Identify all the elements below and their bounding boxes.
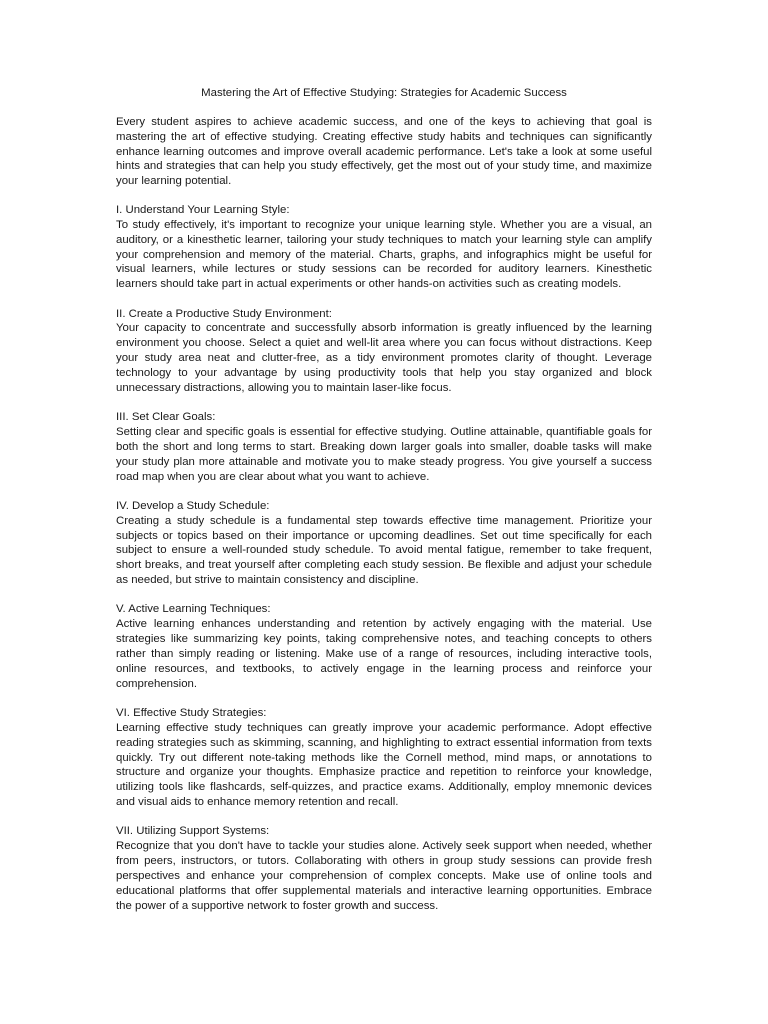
section-body: To study effectively, it's important to recognize your unique learning style. Whether you are a visual, an auditory, or a kinesthetic learner, tailoring your study techniques to match your learning style can amplify your comprehension and memory of the material. Charts, graphs, and infographics might be useful for visual learners, while lectures or study sessions can be recorded for auditory learners. Kinesthetic learners should take part in actual experiments or other hands-on activities such as creating models. [116,218,652,291]
section-heading: I. Understand Your Learning Style: [116,204,290,217]
section-body: Recognize that you don't have to tackle your studies alone. Actively seek support when needed, whether from peers, instructors, or tutors. Collaborating with others in group study sessions can provide fresh perspectives and enhance your comprehension of complex concepts. Make use of online tools and educational platforms that offer supplemental materials and interactive learning opportunities. Embrace the power of a supportive network to foster growth and success. [116,840,652,912]
section-body: Active learning enhances understanding and retention by actively engaging with the material. Use strategies like summarizing key points, taking comprehensive notes, and teaching concepts to others rather than simply reading or listening. Make use of a range of resources, including interactive tools, online resources, and textbooks, to actively engage in the learning process and reinforce your comprehension. [116,618,652,690]
section-heading: VI. Effective Study Strategies: [116,707,267,720]
section-heading: IV. Develop a Study Schedule: [116,499,270,512]
section-body: Setting clear and specific goals is essential for effective studying. Outline attainable, quantifiable goals for both the short and long terms to start. Breaking down larger goals into smaller, doable tasks will make your study plan more attainable and motivate you to make steady progress. You give yourself a success road map when you are clear about what you want to achieve. [116,426,652,483]
section-active-learning [116,602,652,691]
section-body: Your capacity to concentrate and successfully absorb information is greatly influenced by the learning environment you choose. Select a quiet and well-lit area where you can focus without distractions. Keep your study area neat and clutter-free, as a tidy environment promotes clarity of thought. Leverage technology to your advantage by using productivity tools that help you stay organized and block unnecessary distractions, allowing you to maintain laser-like focus. [116,322,652,394]
section-heading: V. Active Learning Techniques: [116,603,271,616]
intro-paragraph: Every student aspires to achieve academic success, and one of the keys to achieving that goal is mastering the art of effective studying. Creating effective study habits and techniques can significantly enhance learning outcomes and improve overall academic performance. Let's take a look at some useful hints and strategies that can help you study effectively, get the most out of your study time, and maximize your learning potential. [116,115,652,188]
section-clear-goals [116,410,652,484]
section-study-environment [116,307,652,396]
section-heading: II. Create a Productive Study Environment: [116,307,332,320]
section-body: Learning effective study techniques can greatly improve your academic performance. Adopt effective reading strategies such as skimming, scanning, and highlighting to extract essential information from texts quickly. Try out different note-taking methods like the Cornell method, mind maps, or annotations to structure and organize your thoughts. Emphasize practice and repetition to reinforce your knowledge, utilizing tools like flashcards, self-quizzes, and practice exams. Additionally, employ mnemonic devices and visual aids to enhance memory retention and recall. [116,721,652,809]
section-learning-style [116,203,652,292]
section-support-systems [116,824,652,913]
section-study-strategies [116,706,652,810]
section-heading: III. Set Clear Goals: [116,411,216,424]
section-heading: VII. Utilizing Support Systems: [116,825,270,838]
document-page [116,86,652,928]
section-study-schedule [116,499,652,588]
document-title: Mastering the Art of Effective Studying: Strategies for Academic Success [201,87,567,99]
section-body: Creating a study schedule is a fundamental step towards effective time management. Prioritize your subjects or topics based on their importance or upcoming deadlines. Set out time specifically for each subject to ensure a well-rounded study schedule. To avoid mental fatigue, remember to take frequent, short breaks, and treat yourself after completing each study session. Be flexible and adjust your schedule as needed, but strive to maintain consistency and discipline. [116,514,652,587]
